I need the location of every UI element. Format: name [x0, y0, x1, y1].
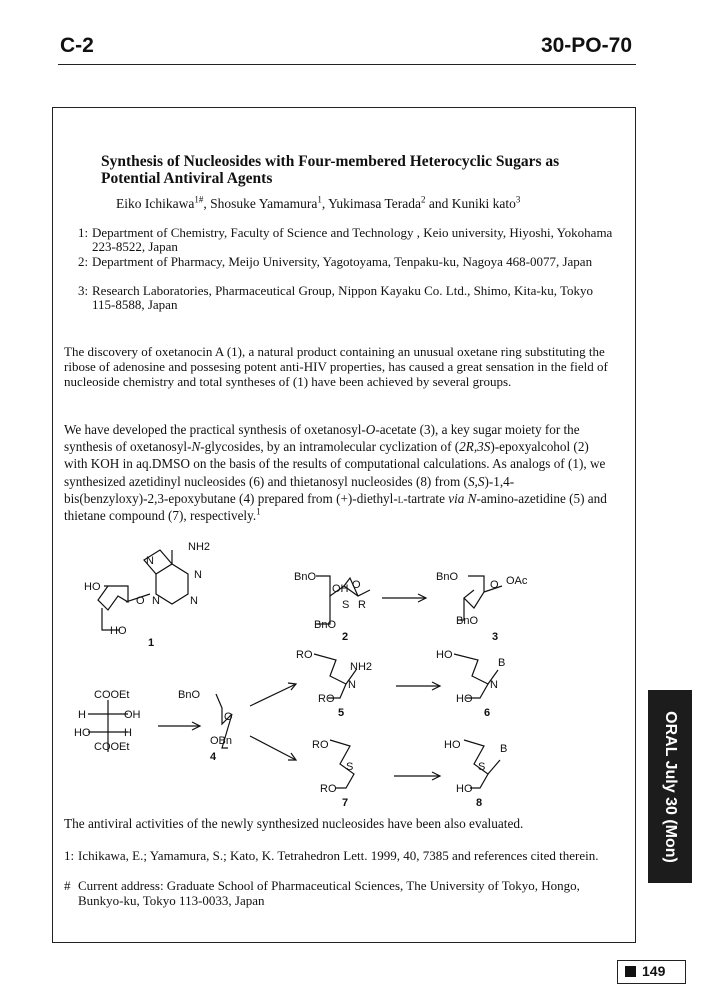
author-name: Kuniki kato	[451, 196, 516, 211]
label-b: B	[500, 743, 508, 755]
affiliation-item	[78, 284, 618, 312]
label-bno: BnO	[314, 619, 337, 631]
reaction-arrow	[250, 684, 296, 706]
affiliation-text: Department of Pharmacy, Meijo University, Yagotoyama, Tenpaku-ku, Nagoya 468-0077, Japan	[92, 254, 593, 269]
compound-number: 4	[210, 751, 217, 763]
header-rule	[58, 64, 636, 65]
compound-number: 5	[338, 707, 345, 719]
label-o: O	[136, 595, 145, 607]
label-b: B	[498, 657, 506, 669]
label-s: S	[478, 761, 486, 773]
azetidine-ring	[454, 654, 488, 698]
compound-number: 2	[342, 631, 349, 643]
label-h: H	[78, 709, 86, 721]
label-o: O	[224, 711, 233, 723]
abstract-title: Synthesis of Nucleosides with Four-membered Heterocyclic Sugars as Potential Antiviral Agents	[101, 153, 560, 187]
body-text: -amino-azetidine (5) and thietane compound (7), respectively.	[64, 490, 607, 524]
label-n: N	[194, 569, 202, 581]
label-s: S	[346, 761, 354, 773]
label-h: H	[124, 727, 132, 739]
label-bno: BnO	[294, 571, 317, 583]
author-name: Eiko Ichikawa	[116, 196, 195, 211]
affiliation-item	[78, 226, 618, 254]
body-text: )-1,4-bis(benzyloxy)-2,3-epoxybutane (4) prepared from (+)-diethyl-	[64, 473, 515, 506]
compound-number: 8	[476, 797, 483, 808]
label-ho: HO	[456, 783, 473, 795]
label-n: N	[146, 555, 154, 567]
reference-mark: 1	[256, 506, 261, 517]
label-cooet: COOEt	[94, 741, 130, 753]
label-ho: HO	[436, 649, 453, 661]
intro-paragraph: The discovery of oxetanocin A (1), a natural product containing an unusual oxetane ring substituting the ribose of adenosine and possesing potent anti-HIV properties, has caused a great sensation in the field of nucleoside chemistry and total syntheses of (1) have been achieved by several groups.	[64, 344, 608, 390]
author-name: Shosuke Yamamura	[210, 196, 318, 211]
compound-number: 3	[492, 631, 499, 643]
label-ho: HO	[84, 581, 101, 593]
session-side-tab	[648, 690, 692, 883]
label-ho: HO	[74, 727, 91, 739]
body-text: -acetate (3), a key sugar moiety for the synthesis of oxetanosyl-	[64, 422, 580, 455]
square-bullet-icon	[625, 966, 636, 977]
page-number: 149	[642, 963, 666, 979]
label-obn: OBn	[210, 735, 233, 747]
small-caps-l: l	[397, 490, 404, 506]
label-ro: RO	[320, 783, 337, 795]
label-ho: HO	[444, 739, 461, 751]
affiliation-number: 1:	[78, 225, 89, 240]
closing-sentence: The antiviral activities of the newly synthesized nucleosides have been also evaluated.	[64, 816, 524, 831]
label-o: O	[490, 579, 499, 591]
label-n: N	[190, 595, 198, 607]
reference-number: 1:	[64, 848, 75, 863]
affiliation-number: 3:	[78, 283, 89, 298]
footnote-text: Current address: Graduate School of Pharmaceutical Sciences, The University of Tokyo, Hongo, Bunkyo-ku, Tokyo 113-0033, Japan	[78, 878, 580, 908]
label-ro: RO	[318, 693, 335, 705]
label-oh: OH	[124, 709, 141, 721]
affiliation-text: Department of Chemistry, Faculty of Science and Technology , Keio university, Hiyoshi, Yokohama 223-8522, Japan	[92, 225, 613, 254]
body-text: We have developed the practical synthesis of oxetanosyl-	[64, 422, 366, 437]
label-cooet: COOEt	[94, 689, 130, 701]
azetidine-ring	[314, 654, 346, 698]
italic-n: N	[191, 439, 201, 455]
compound-number: 6	[484, 707, 491, 719]
label-bno: BnO	[456, 615, 479, 627]
label-ro: RO	[312, 739, 329, 751]
label-n: N	[490, 679, 498, 691]
session-side-label: ORAL July 30 (Mon)	[662, 710, 679, 863]
body-paragraph	[64, 421, 614, 524]
abstract-code: 30-PO-70	[540, 34, 632, 57]
label-oac: OAc	[506, 575, 528, 587]
oxetane-ring	[464, 576, 484, 608]
footnote-mark: #	[64, 878, 71, 893]
session-code: C-2	[60, 34, 94, 57]
label-bno: BnO	[178, 689, 201, 701]
body-text: -tartrate	[403, 490, 449, 506]
reference-item	[64, 849, 614, 864]
affiliation-number: 2:	[78, 254, 89, 269]
label-ho: HO	[110, 625, 127, 637]
italic-n: N	[467, 490, 477, 506]
author-affil-mark: 2	[421, 194, 426, 205]
compound-number: 7	[342, 797, 349, 808]
purine-ring	[156, 564, 188, 604]
footnote-item	[64, 879, 614, 908]
label-nh2: NH2	[350, 661, 373, 673]
label-bno: BnO	[436, 571, 459, 583]
label-ro: RO	[296, 649, 313, 661]
author-affil-mark: 1#	[194, 194, 204, 205]
reaction-arrow	[250, 736, 296, 760]
author-affil-mark: 3	[515, 194, 521, 205]
italic-o: O	[365, 422, 376, 437]
author-name: Yukimasa Terada	[328, 196, 421, 211]
page-number-box	[617, 960, 686, 984]
body-text: )-epoxyalcohol (2) with KOH in aq.DMSO on the basis of the results of computational calculations. As analogs of (1), we synthesized azetidinyl nucleosides (6) and thietanosyl nucleosides (8) from (	[64, 439, 606, 489]
reference-text: Ichikawa, E.; Yamamura, S.; Kato, K. Tetrahedron Lett. 1999, 40, 7385 and references cited therein.	[78, 848, 599, 863]
label-s-config: S	[342, 599, 350, 611]
label-n: N	[348, 679, 356, 691]
configuration-label: 2R,3S	[459, 439, 491, 455]
author-affil-mark: 1	[317, 194, 322, 205]
reaction-scheme	[60, 538, 620, 808]
author-list: Eiko Ichikawa$^{1\#}$, Shosuke Yamamura$^1$, Yukimasa Terada$^2$ and Kuniki kato$^3$	[116, 194, 521, 211]
compound-number: 1	[148, 637, 155, 649]
body-text: -glycosides, by an intramolecular cyclization of (	[200, 439, 460, 455]
label-ho: HO	[456, 693, 473, 705]
affiliation-item	[78, 255, 618, 269]
label-oh: OH	[332, 583, 349, 595]
affiliation-text: Research Laboratories, Pharmaceutical Group, Nippon Kayaku Co. Ltd., Shimo, Kita-ku, Tokyo 115-8588, Japan	[92, 283, 594, 312]
label-n: N	[152, 595, 160, 607]
oxetane-ring	[98, 586, 128, 610]
bond	[488, 760, 500, 774]
label-nh2: NH2	[188, 541, 211, 553]
configuration-label: S,S	[467, 473, 485, 489]
label-r-config: R	[358, 599, 366, 611]
italic-via: via	[448, 490, 465, 506]
label-o: O	[352, 579, 361, 591]
